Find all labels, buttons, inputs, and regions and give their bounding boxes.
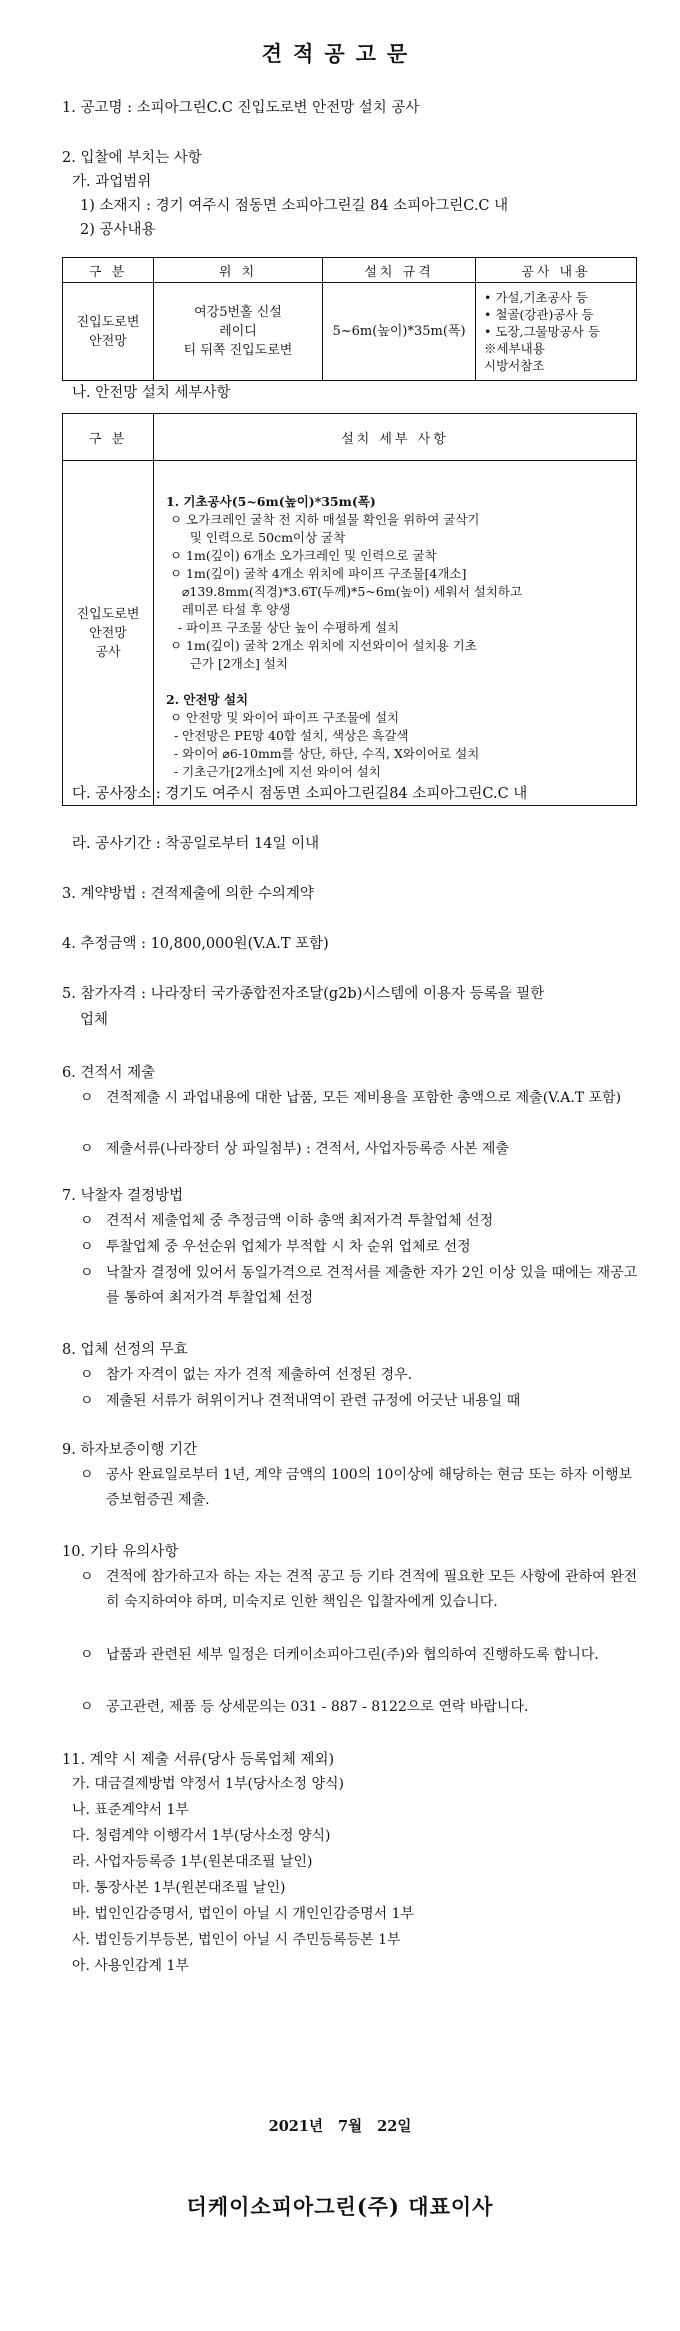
section-2b-heading: 나. 안전망 설치 세부사항 [72,385,231,401]
list-item: 사. 법인등기부등본, 법인이 아닐 시 주민등록등본 1부 [72,1932,401,1948]
category-cell: 진입도로변 안전망 [63,283,154,381]
table-header-row [63,414,637,461]
table-header-cell: 공사 내용 [476,258,637,283]
signature-line: 더케이소피아그린(주) 대표이사 [186,2194,494,2219]
bullet-icon: ㅇ [80,1647,94,1663]
section-7-heading: 7. 낙찰자 결정방법 [62,1188,184,1204]
section-4-estimate: 4. 추정금액 : 10,800,000원(V.A.T 포함) [62,936,329,952]
work-content-cell: • 가설,기초공사 등 • 철골(강관)공사 등 • 도장,그물망공사 등 ※세부내용 시방서참조 [476,283,637,381]
table-header-cell: 위 치 [154,258,323,283]
bullet-icon: ㅇ [80,1467,94,1483]
list-item: ㅇ 공고관련, 제품 등 상세문의는 031 - 887 - 8122으로 연락 바랍니다. [80,1695,640,1720]
bullet-icon: ㅇ [80,1239,94,1255]
category-cell: 진입도로변 안전망 공사 [63,461,154,806]
section-2-heading: 2. 입찰에 부치는 사항 [62,150,202,166]
bullet-icon: ㅇ [80,1699,94,1715]
list-item: 마. 통장사본 1부(원본대조필 날인) [72,1880,286,1896]
table-row [63,461,637,806]
issue-date: 2021년 7월 22일 [268,2118,412,2135]
section-2c-site: 다. 공사장소 : 경기도 여주시 점동면 소피아그린길84 소피아그린C.C 내 [72,786,528,802]
detail-content-cell: 1. 기초공사(5~6m(높이)*35m(폭) ㅇ 오가크레인 굴착 전 지하 매설물 확인을 위하여 굴삭기 및 인력으로 50cm이상 굴착 ㅇ 1m(깊이) 6개소 오가크레인 및 인력으로 굴착 ㅇ 1m(깊이) 굴착 4개소 위치에 파이프 구조물[4개소] ⌀139.8mm(직경)*3.6T(두께)*5~6m(높이) 세워서 설치하고 레미콘 타설 후 양생 - 파이프 구조물 상단 높이 수평하게 설치 ㅇ 1m(깊이) 굴착 2개소 위치에 지선와이어 설치용 기초 근가 [2개소] 설치 2. 안전망 설치 ㅇ 안전망 및 와이어 파이프 구조물에 설치 - 안전망은 PE망 40합 설치, 색상은 흑갈색 - 와이어 ⌀6-10mm를 상단, 하단, 수직, X와이어로 설치 - 기초근가[2개소]에 지선 와이어 설치 [154,461,637,806]
detail-table [62,413,637,806]
document-title: 견적공고문 [261,41,419,66]
list-item: 가. 대금결제방법 약정서 1부(당사소정 양식) [72,1776,344,1792]
section-2d-period: 라. 공사기간 : 착공일로부터 14일 이내 [72,836,320,852]
bullet-icon: ㅇ [80,1393,94,1409]
list-item: ㅇ 투찰업체 중 우선순위 업체가 부적합 시 차 순위 업체로 선정 [80,1235,640,1260]
bullet-icon: ㅇ [80,1569,94,1585]
section-5-qualification-cont: 업체 [80,1012,109,1028]
section-10-heading: 10. 기타 유의사항 [62,1544,179,1560]
section-6-heading: 6. 견적서 제출 [62,1065,156,1081]
location-cell: 여강5번홀 신설 레이디 티 뒤쪽 진입도로변 [154,283,323,381]
section-2a-heading: 가. 과업범위 [72,174,152,190]
section-11-heading: 11. 계약 시 제출 서류(당사 등록업체 제외) [62,1752,335,1768]
list-item: 라. 사업자등록증 1부(원본대조필 날인) [72,1854,313,1870]
table-row [63,283,637,381]
bullet-icon: ㅇ [80,1141,94,1157]
table-header-cell: 설치 규격 [323,258,476,283]
section-8-heading: 8. 업체 선정의 무효 [62,1342,188,1358]
list-item: 나. 표준계약서 1부 [72,1802,189,1818]
table-header-cell: 구 분 [63,414,154,461]
list-item: ㅇ 제출서류(나라장터 상 파일첨부) : 견적서, 사업자등록증 사본 제출 [80,1137,640,1162]
table-header-cell: 설치 세부 사항 [154,414,637,461]
section-2a-location: 1) 소재지 : 경기 여주시 점동면 소피아그린길 84 소피아그린C.C 내 [80,198,509,214]
list-item: 바. 법인인감증명서, 법인이 아닐 시 개인인감증명서 1부 [72,1906,415,1922]
list-item: ㅇ 납품과 관련된 세부 일정은 더케이소피아그린(주)와 협의하여 진행하도록 합니다. [80,1643,640,1668]
bullet-icon: ㅇ [80,1090,94,1106]
list-item: ㅇ 견적제출 시 과업내용에 대한 납품, 모든 제비용을 포함한 총액으로 제출(V.A.T 포함) [80,1086,640,1111]
list-item: ㅇ 견적서 제출업체 중 추정금액 이하 총액 최저가격 투찰업체 선정 [80,1209,640,1234]
list-item: 아. 사용인감계 1부 [72,1958,189,1974]
table-header-row [63,258,637,283]
section-1-project-name: 1. 공고명 : 소피아그린C.C 진입도로변 안전망 설치 공사 [62,100,420,116]
section-9-heading: 9. 하자보증이행 기간 [62,1442,198,1458]
section-5-qualification: 5. 참가자격 : 나라장터 국가종합전자조달(g2b)시스템에 이용자 등록을 필한 [62,986,545,1002]
bullet-icon: ㅇ [80,1213,94,1229]
spec-cell: 5~6m(높이)*35m(폭) [323,283,476,381]
work-summary-table [62,257,637,381]
list-item: ㅇ 제출된 서류가 허위이거나 견적내역이 관련 규정에 어긋난 내용일 때 [80,1389,640,1414]
list-item: ㅇ 견적에 참가하고자 하는 자는 견적 공고 등 기타 견적에 필요한 모든 사항에 관하여 완전히 숙지하여야 하며, 미숙지로 인한 책임은 입찰자에게 있습니다. [80,1565,640,1615]
list-item: ㅇ 낙찰자 결정에 있어서 동일가격으로 견적서를 제출한 자가 2인 이상 있을 때에는 재공고를 통하여 최저가격 투찰업체 선정 [80,1261,640,1311]
list-item: ㅇ 참가 자격이 없는 자가 견적 제출하여 선정된 경우. [80,1363,640,1388]
bullet-icon: ㅇ [80,1367,94,1383]
list-item: ㅇ 공사 완료일로부터 1년, 계약 금액의 100의 10이상에 해당하는 현금 또는 하자 이행보증보험증권 제출. [80,1463,640,1513]
section-2a-content-heading: 2) 공사내용 [80,222,156,238]
section-3-contract: 3. 계약방법 : 견적제출에 의한 수의계약 [62,886,314,902]
bullet-icon: ㅇ [80,1265,94,1281]
table-header-cell: 구 분 [63,258,154,283]
list-item: 다. 청렴계약 이행각서 1부(당사소정 양식) [72,1828,331,1844]
